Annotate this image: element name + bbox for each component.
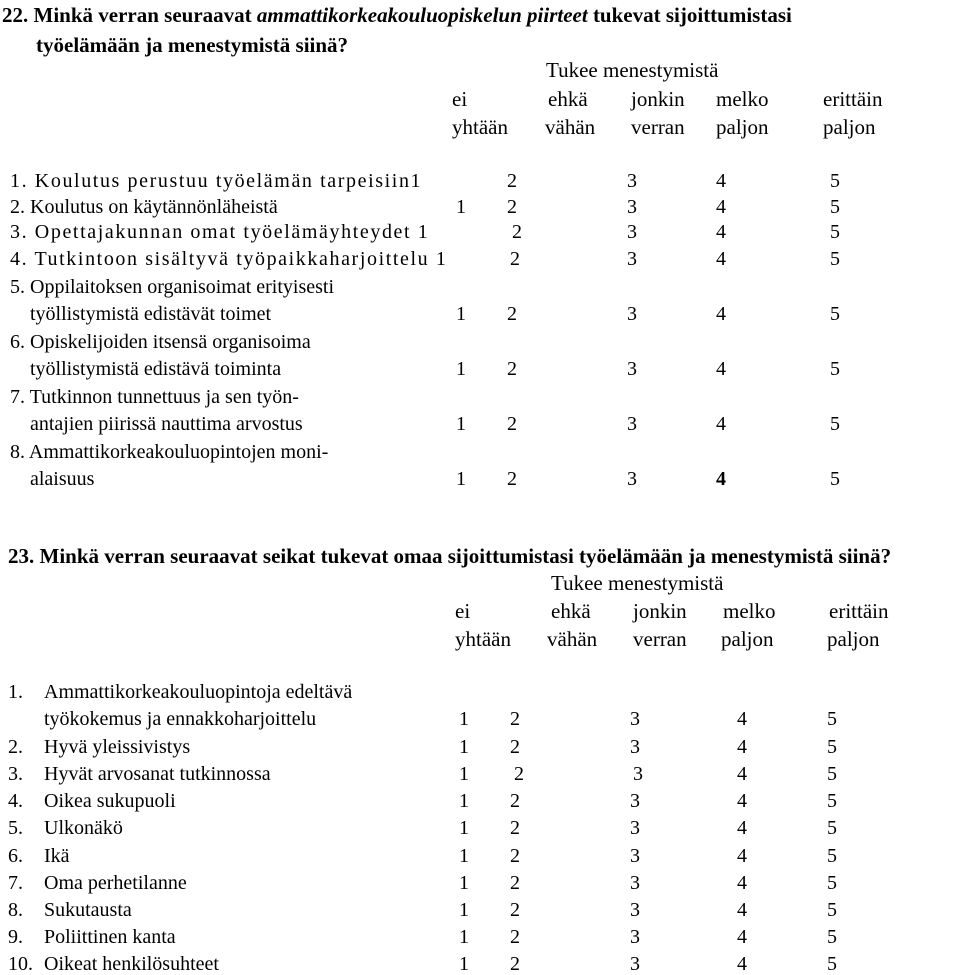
q23-item-1-line2: työkokemus ja ennakkoharjoittelu [44,708,317,730]
q23-item-10-option-3[interactable]: 3 [630,953,640,975]
q22-item-5-option-1[interactable]: 1 [456,303,466,325]
q23-item-1-option-4[interactable]: 4 [737,708,747,730]
q23-item-9-option-1[interactable]: 1 [459,926,469,948]
q23-item-6-option-3[interactable]: 3 [630,845,640,867]
q23-item-7-option-5[interactable]: 5 [827,872,837,894]
q22-item-8-option-5[interactable]: 5 [830,468,840,490]
q22-item-7-line1: 7. Tutkinnon tunnettuus ja sen työn- [10,386,299,408]
q23-item-5-label: Ulkonäkö [44,817,123,839]
q23-item-2-number: 2. [8,736,23,758]
q22-scale-vahan: vähän [545,115,596,139]
q23-item-1-line1: Ammattikorkeakouluopintoja edeltävä [44,681,353,703]
q23-item-2-option-3[interactable]: 3 [630,736,640,758]
q22-item-4-label: 4. Tutkintoon sisältyvä työpaikkaharjoittelu 1 [10,248,448,270]
q23-item-5-option-4[interactable]: 4 [737,817,747,839]
q23-item-4-option-1[interactable]: 1 [459,790,469,812]
q22-item-8-option-1[interactable]: 1 [456,468,466,490]
q22-item-5-option-5[interactable]: 5 [830,303,840,325]
q22-item-6-option-4[interactable]: 4 [716,358,726,380]
q23-item-10-option-4[interactable]: 4 [737,953,747,975]
q22-item-2-option-1[interactable]: 1 [456,196,466,218]
q23-item-6-option-2[interactable]: 2 [510,845,520,867]
q23-item-3-option-3[interactable]: 3 [633,763,643,785]
q22-item-6-option-3[interactable]: 3 [627,358,637,380]
q22-item-7-option-3[interactable]: 3 [627,413,637,435]
q22-scale-paljon: paljon [716,115,769,139]
q23-item-8-number: 8. [8,899,23,921]
q23-item-2-option-5[interactable]: 5 [827,736,837,758]
q23-item-3-label: Hyvät arvosanat tutkinnossa [44,763,271,785]
q23-item-1-option-1[interactable]: 1 [459,708,469,730]
q23-item-7-option-4[interactable]: 4 [737,872,747,894]
q22-item-7-option-2[interactable]: 2 [507,413,517,435]
q22-item-8-option-2[interactable]: 2 [507,468,517,490]
q23-item-4-option-3[interactable]: 3 [630,790,640,812]
q23-item-10-option-2[interactable]: 2 [510,953,520,975]
q23-item-4-option-5[interactable]: 5 [827,790,837,812]
q22-item-1-option-5[interactable]: 5 [830,170,840,192]
q23-scale-paljon-2: paljon [827,627,880,651]
q23-item-6-label: Ikä [44,845,70,867]
q23-scale-ei: ei [455,599,471,623]
q23-scale-verran: verran [633,627,687,651]
question-22-suffix: tukevat sijoittumistasi [587,3,792,27]
q22-item-8-line1: 8. Ammattikorkeakouluopintojen moni- [10,441,329,463]
q23-item-8-option-3[interactable]: 3 [630,899,640,921]
q22-item-6-option-1[interactable]: 1 [456,358,466,380]
q23-item-7-option-2[interactable]: 2 [510,872,520,894]
q22-scale-ei: ei [452,87,468,111]
q23-item-5-option-2[interactable]: 2 [510,817,520,839]
question-22-title-line2: työelämään ja menestymistä siinä? [36,33,349,57]
q22-item-3-option-3[interactable]: 3 [627,221,637,243]
q23-item-1-option-5[interactable]: 5 [827,708,837,730]
q22-item-8-line2: alaisuus [30,468,95,490]
q23-item-4-label: Oikea sukupuoli [44,790,176,812]
q23-item-5-option-1[interactable]: 1 [459,817,469,839]
q23-item-8-option-1[interactable]: 1 [459,899,469,921]
q23-scale-vahan: vähän [547,627,598,651]
q22-item-2-option-4[interactable]: 4 [716,196,726,218]
q23-item-6-option-4[interactable]: 4 [737,845,747,867]
q23-item-1-option-3[interactable]: 3 [630,708,640,730]
q22-item-4-option-5[interactable]: 5 [830,248,840,270]
q22-item-6-option-2[interactable]: 2 [507,358,517,380]
q23-item-2-option-1[interactable]: 1 [459,736,469,758]
q23-item-5-number: 5. [8,817,23,839]
q22-item-8-option-3[interactable]: 3 [627,468,637,490]
question-23-title: 23. Minkä verran seuraavat seikat tukevat omaa sijoittumistasi työelämään ja menestymistä siinä? [8,544,892,568]
q22-scale-paljon-2: paljon [823,115,876,139]
q22-item-2-option-2[interactable]: 2 [507,196,517,218]
q22-item-2-label: 2. Koulutus on käytännönläheistä [10,196,278,218]
q22-item-7-option-5[interactable]: 5 [830,413,840,435]
q22-item-6-line2: työllistymistä edistävä toiminta [30,358,282,380]
q23-item-8-option-4[interactable]: 4 [737,899,747,921]
q23-item-2-option-2[interactable]: 2 [510,736,520,758]
q23-item-9-number: 9. [8,926,23,948]
q23-item-6-option-5[interactable]: 5 [827,845,837,867]
q22-item-6-option-5[interactable]: 5 [830,358,840,380]
q22-item-4-option-3[interactable]: 3 [627,248,637,270]
q22-scale-jonkin: jonkin [631,87,685,111]
q23-item-2-option-4[interactable]: 4 [737,736,747,758]
q22-item-2-option-5[interactable]: 5 [830,196,840,218]
q23-item-1-option-2[interactable]: 2 [510,708,520,730]
q22-item-8-option-4[interactable]: 4 [716,468,726,490]
q23-scale-jonkin: jonkin [633,599,687,623]
q22-scale-erittain: erittäin [823,87,883,111]
q23-item-9-option-5[interactable]: 5 [827,926,837,948]
q23-item-7-number: 7. [8,872,23,894]
q22-item-5-option-2[interactable]: 2 [507,303,517,325]
q23-scale-erittain: erittäin [829,599,889,623]
q22-item-7-option-1[interactable]: 1 [456,413,466,435]
q23-item-3-option-1[interactable]: 1 [459,763,469,785]
question-22-prefix: 22. Minkä verran seuraavat [2,3,257,27]
q23-item-4-option-2[interactable]: 2 [510,790,520,812]
q23-scale-title: Tukee menestymistä [551,571,724,595]
q23-scale-melko: melko [723,599,776,623]
q23-item-8-option-2[interactable]: 2 [510,899,520,921]
q22-item-7-line2: antajien piirissä nauttima arvostus [30,413,303,435]
q23-item-4-option-4[interactable]: 4 [737,790,747,812]
q23-item-7-option-3[interactable]: 3 [630,872,640,894]
q22-item-3-option-5[interactable]: 5 [830,221,840,243]
q23-item-9-option-4[interactable]: 4 [737,926,747,948]
q22-item-2-option-3[interactable]: 3 [627,196,637,218]
q23-scale-ehka: ehkä [551,599,591,623]
question-22-emphasis: ammattikorkeakouluopiskelun piirteet [256,3,588,27]
q23-item-5-option-5[interactable]: 5 [827,817,837,839]
q23-item-7-option-1[interactable]: 1 [459,872,469,894]
q22-item-3-option-2[interactable]: 2 [512,221,522,243]
q22-scale-ehka: ehkä [548,87,588,111]
q22-item-5-option-4[interactable]: 4 [716,303,726,325]
q22-item-3-label: 3. Opettajakunnan omat työelämäyhteydet 1 [10,221,430,243]
q22-item-4-option-2[interactable]: 2 [510,248,520,270]
q23-item-3-option-2[interactable]: 2 [514,763,524,785]
q22-item-5-line1: 5. Oppilaitoksen organisoimat erityisesti [10,276,335,298]
q23-item-4-number: 4. [8,790,23,812]
q22-item-6-line1: 6. Opiskelijoiden itsensä organisoima [10,331,311,353]
q23-scale-yhtaan: yhtään [455,627,511,651]
q23-item-9-option-2[interactable]: 2 [510,926,520,948]
q22-item-1-label: 1. Koulutus perustuu työelämän tarpeisiin1 [10,170,423,192]
q22-item-1-option-3[interactable]: 3 [627,170,637,192]
q23-item-1-number: 1. [8,681,23,703]
q22-scale-melko: melko [716,87,769,111]
q22-item-5-option-3[interactable]: 3 [627,303,637,325]
q23-item-10-number: 10. [8,953,33,975]
question-22-title [2,5,792,26]
q23-item-9-label: Poliittinen kanta [44,926,176,948]
q23-item-3-option-5[interactable]: 5 [827,763,837,785]
q23-item-9-option-3[interactable]: 3 [630,926,640,948]
q23-item-5-option-3[interactable]: 3 [630,817,640,839]
q22-item-3-option-4[interactable]: 4 [716,221,726,243]
q23-item-10-option-1[interactable]: 1 [459,953,469,975]
q22-scale-yhtaan: yhtään [452,115,508,139]
q23-item-8-label: Sukutausta [44,899,132,921]
q22-scale-title: Tukee menestymistä [546,58,719,82]
q22-item-5-line2: työllistymistä edistävät toimet [30,303,272,325]
q23-item-10-label: Oikeat henkilösuhteet [44,953,219,975]
q23-item-6-option-1[interactable]: 1 [459,845,469,867]
q22-scale-verran: verran [631,115,685,139]
q23-item-3-option-4[interactable]: 4 [737,763,747,785]
q23-scale-paljon: paljon [721,627,774,651]
q22-item-7-option-4[interactable]: 4 [716,413,726,435]
q22-item-1-option-4[interactable]: 4 [716,170,726,192]
q23-item-7-label: Oma perhetilanne [44,872,187,894]
q23-item-8-option-5[interactable]: 5 [827,899,837,921]
q23-item-3-number: 3. [8,763,23,785]
q22-item-4-option-4[interactable]: 4 [716,248,726,270]
q23-item-2-label: Hyvä yleissivistys [44,736,191,758]
q22-item-1-option-2[interactable]: 2 [507,170,517,192]
q23-item-10-option-5[interactable]: 5 [827,953,837,975]
q23-item-6-number: 6. [8,845,23,867]
